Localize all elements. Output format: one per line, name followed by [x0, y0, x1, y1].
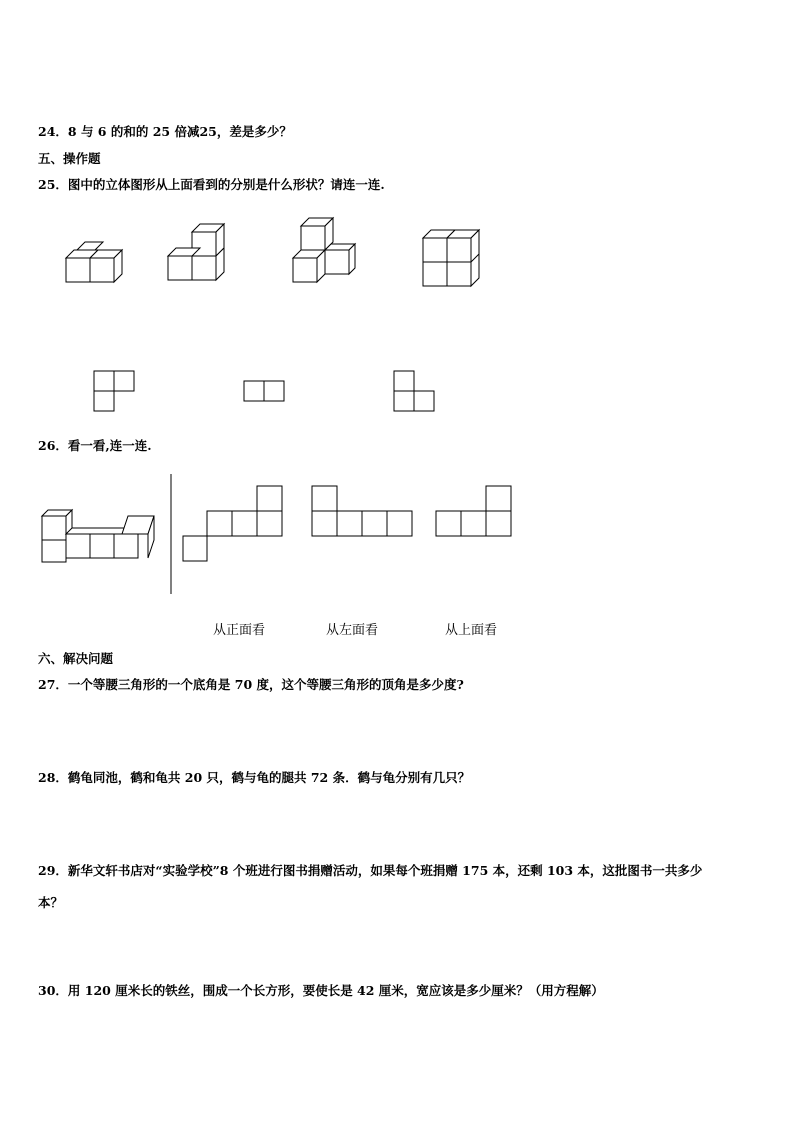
q26-view-a — [183, 485, 285, 563]
q26-view-b — [311, 485, 415, 539]
section-6-heading: 六、解决问题 — [38, 651, 114, 666]
label-front-view: 从正面看 — [213, 623, 266, 638]
q25-solid-1 — [64, 238, 128, 284]
q25-solid-3 — [291, 218, 357, 290]
q25-solid-2 — [164, 224, 228, 288]
label-left-view: 从左面看 — [326, 623, 379, 638]
q26-solid — [40, 506, 154, 566]
q25-solid-4 — [421, 230, 483, 294]
q25-top-view-3 — [393, 370, 437, 414]
q25-top-view-1 — [93, 370, 137, 414]
question-26: 26．看一看,连一连. — [38, 438, 152, 453]
label-top-view: 从上面看 — [445, 623, 498, 638]
q25-top-view-2 — [243, 380, 287, 404]
question-29-line-1: 29．新华文轩书店对“实验学校”8 个班进行图书捐赠活动，如果每个班捐赠 175 本，还剩 103 本，这批图书一共多少 — [38, 863, 703, 878]
question-28: 28．鹤龟同池，鹤和龟共 20 只，鹤与龟的腿共 72 条．鹤与龟分别有几只？ — [38, 770, 471, 785]
question-25: 25．图中的立体图形从上面看到的分别是什么形状？请连一连. — [38, 177, 385, 192]
question-27: 27．一个等腰三角形的一个底角是 70 度，这个等腰三角形的顶角是多少度? — [38, 677, 464, 692]
question-24: 24．8 与 6 的和的 25 倍减25，差是多少？ — [38, 124, 292, 139]
question-30: 30．用 120 厘米长的铁丝，围成一个长方形，要使长是 42 厘米，宽应该是多少厘米？（用方程解） — [38, 983, 604, 998]
section-5-heading: 五、操作题 — [38, 151, 101, 166]
question-29-line-2: 本？ — [38, 895, 64, 910]
vertical-divider — [170, 474, 174, 596]
q26-view-c — [435, 485, 515, 539]
